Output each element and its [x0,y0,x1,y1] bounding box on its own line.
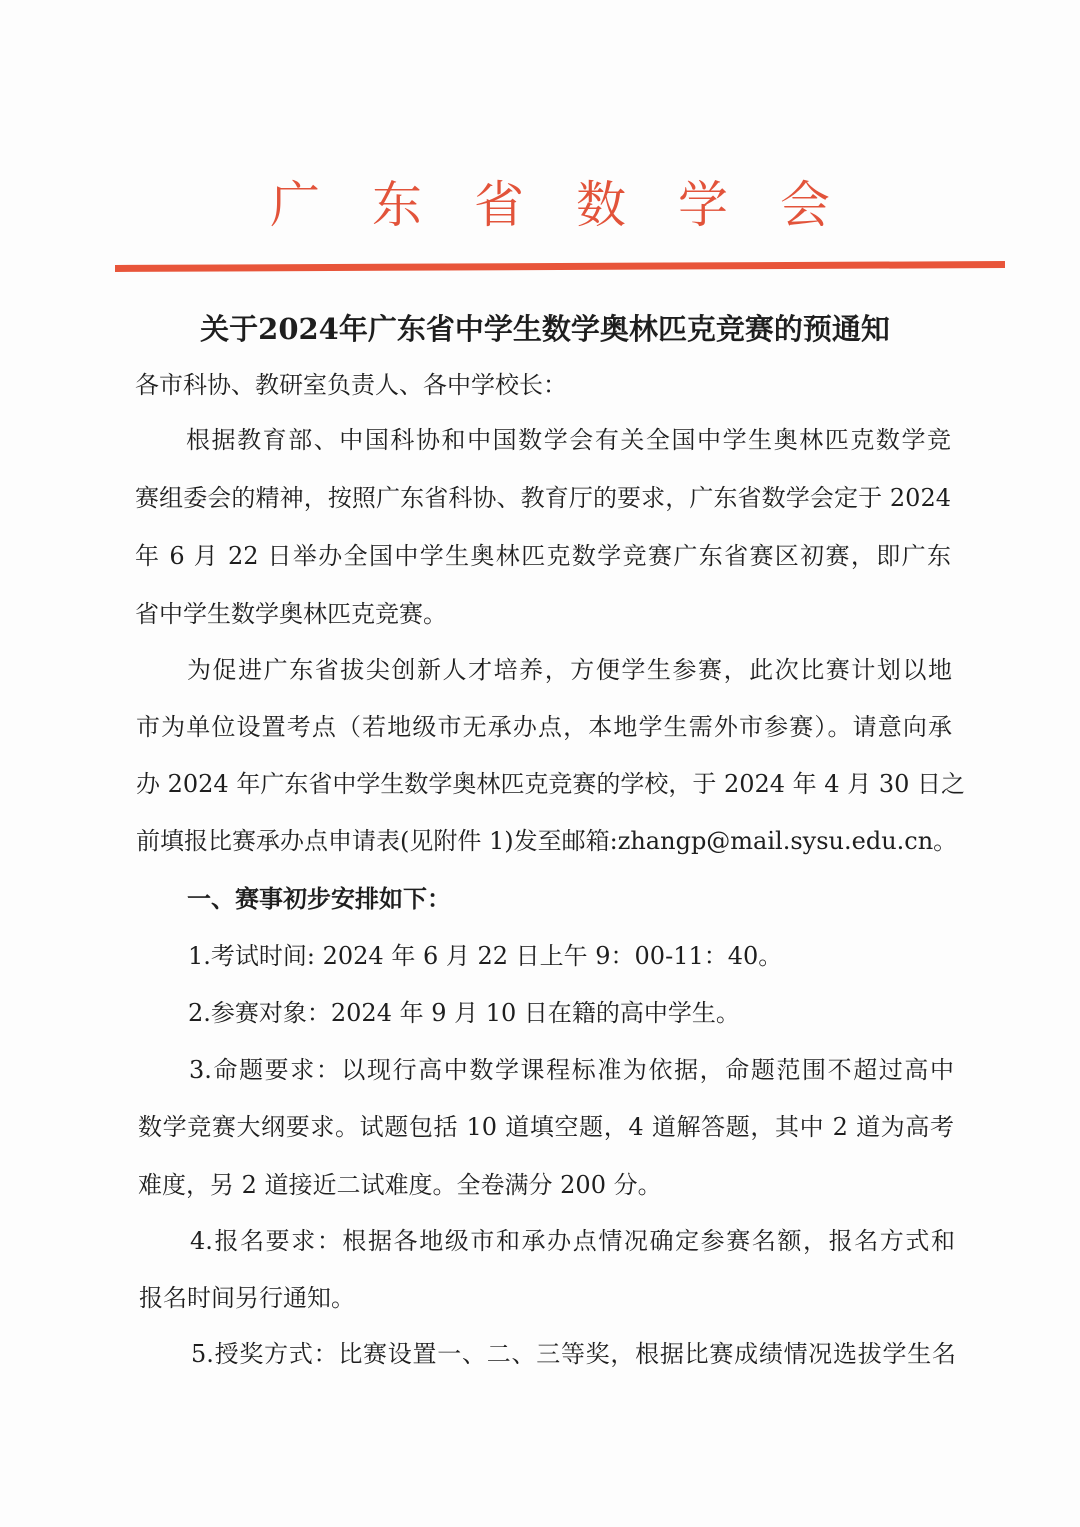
list-item-line: 报名时间另行通知。 [139,1284,355,1312]
list-item: 5.授奖方式：比赛设置一、二、三等奖，根据比赛成绩情况选拔学生名 [191,1340,956,1368]
paragraph-line: 市为单位设置考点（若地级市无承办点，本地学生需外市参赛）。请意向承 [136,713,952,741]
paragraph-line: 省中学生数学奥林匹克竞赛。 [135,600,447,628]
org-char: 广 [270,176,320,234]
paragraph-line: 办 2024 年广东省中学生数学奥林匹克竞赛的学校，于 2024 年 4 月 30 日之 [136,770,965,798]
list-item-line: 数学竞赛大纲要求。试题包括 10 道填空题，4 道解答题，其中 2 道为高考 [138,1113,954,1141]
org-char: 学 [678,176,728,234]
salutation: 各市科协、教研室负责人、各中学校长： [135,371,567,399]
org-char: 东 [372,176,422,234]
list-item: 3.命题要求：以现行高中数学课程标准为依据，命题范围不超过高中 [189,1056,954,1084]
org-char: 数 [576,176,626,234]
list-item: 4.报名要求：根据各地级市和承办点情况确定参赛名额，报名方式和 [190,1227,955,1255]
paragraph-line: 赛组委会的精神，按照广东省科协、教育厅的要求，广东省数学会定于 2024 [135,484,951,512]
document-title: 关于2024年广东省中学生数学奥林匹克竞赛的预通知 [200,312,890,346]
paragraph-line: 前填报比赛承办点申请表(见附件 1)发至邮箱:zhangp@mail.sysu.edu.cn。 [136,827,958,855]
section-heading: 一、赛事初步安排如下： [187,884,451,913]
header-divider [115,261,1005,272]
paragraph-line: 根据教育部、中国科协和中国数学会有关全国中学生奥林匹克数学竞 [186,426,951,454]
org-char: 会 [780,176,830,234]
paragraph-line: 为促进广东省拔尖创新人才培养，方便学生参赛，此次比赛计划以地 [187,656,952,684]
list-item-line: 难度，另 2 道接近二试难度。全卷满分 200 分。 [138,1171,662,1199]
list-item: 2.参赛对象：2024 年 9 月 10 日在籍的高中学生。 [188,999,740,1027]
organization-header [270,165,830,237]
list-item: 1.考试时间: 2024 年 6 月 22 日上午 9：00-11：40。 [188,942,783,970]
org-char: 省 [474,176,524,234]
paragraph-line: 年 6 月 22 日举办全国中学生奥林匹克数学竞赛广东省赛区初赛，即广东 [135,542,951,570]
